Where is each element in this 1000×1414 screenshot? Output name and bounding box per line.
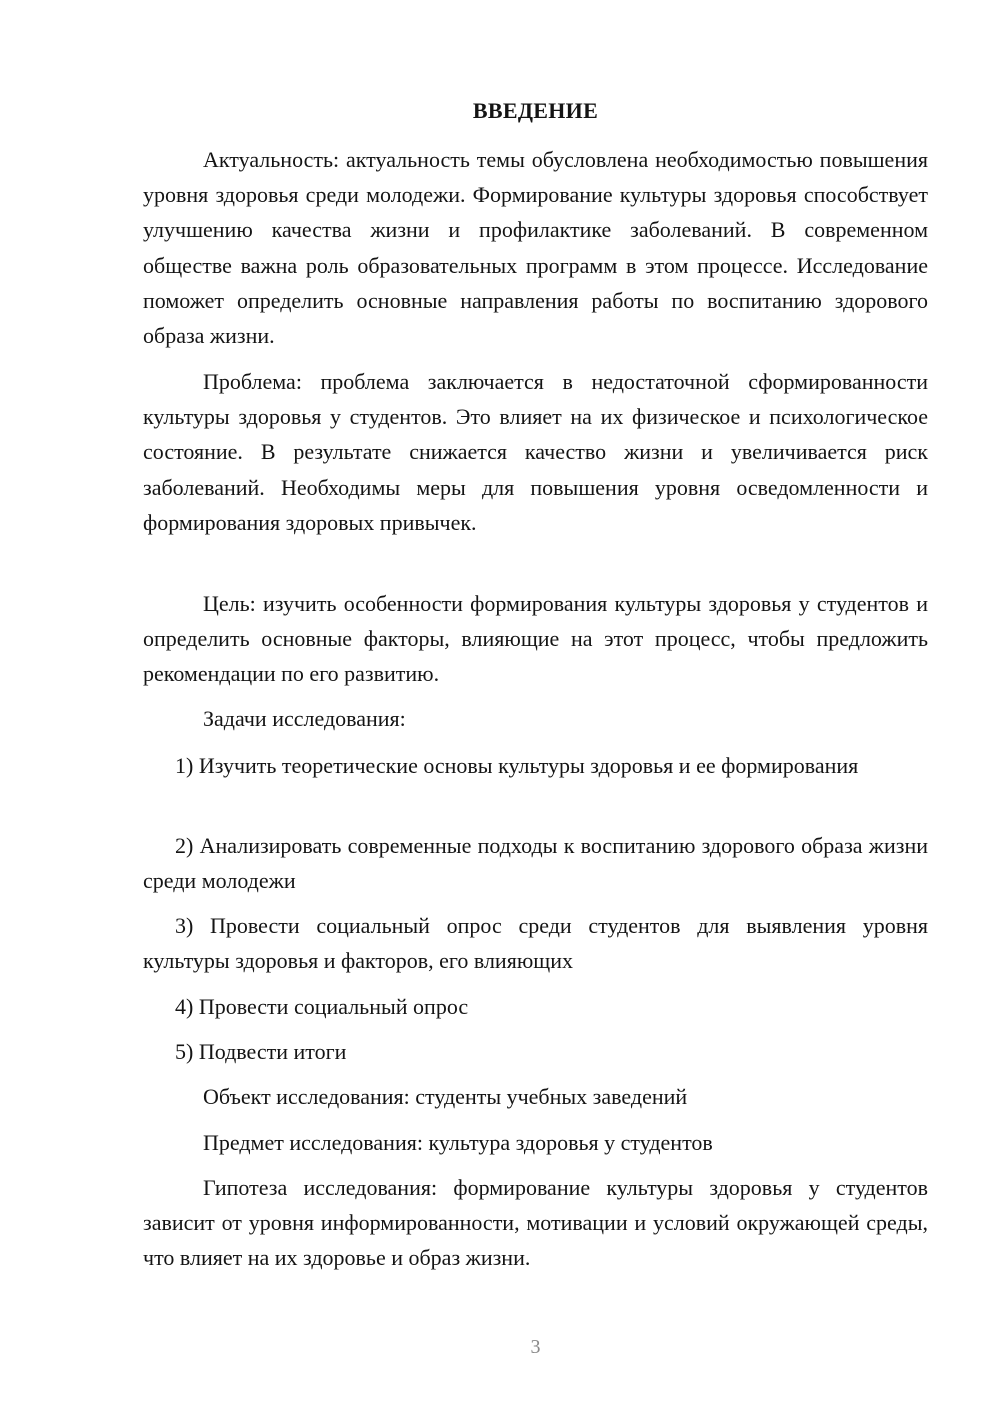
tasks-title: Задачи исследования:	[203, 706, 406, 731]
problem-paragraph: Проблема: проблема заключается в недостаточной сформированности культуры здоровья у студентов. Это влияет на их физическое и психологическое состояние. В результате снижается качество жизни и увеличивается риск заболеваний. Необходимы меры для повышения уровня осведомленности и формирования здоровых привычек.	[143, 369, 928, 535]
hypothesis-paragraph: Гипотеза исследования: формирование культуры здоровья у студентов зависит от уровня информированности, мотивации и условий окружающей среды, что влияет на их здоровье и образ жизни.	[143, 1175, 928, 1271]
document-page	[143, 0, 928, 1414]
task-item-5: 5) Подвести итоги	[175, 1039, 347, 1064]
task-item-1: 1) Изучить теоретические основы культуры здоровья и ее формирования	[175, 753, 859, 778]
subject-paragraph: Предмет исследования: культура здоровья у студентов	[203, 1130, 713, 1155]
relevance-paragraph: Актуальность: актуальность темы обусловлена необходимостью повышения уровня здоровья среди молодежи. Формирование культуры здоровья способствует улучшению качества жизни и профилактике заболеваний. В современном обществе важна роль образовательных программ в этом процессе. Исследование поможет определить основные направления работы по воспитанию здорового образа жизни.	[143, 147, 928, 349]
section-heading: ВВЕДЕНИЕ	[472, 98, 599, 123]
object-paragraph: Объект исследования: студенты учебных заведений	[203, 1084, 688, 1109]
page-number: 3	[530, 1336, 541, 1358]
goal-paragraph: Цель: изучить особенности формирования культуры здоровья у студентов и определить основные факторы, влияющие на этот процесс, чтобы предложить рекомендации по его развитию.	[143, 591, 928, 687]
task-item-4: 4) Провести социальный опрос	[175, 994, 469, 1019]
task-item-2: 2) Анализировать современные подходы к воспитанию здорового образа жизни среди молодежи	[143, 833, 928, 894]
task-item-3: 3) Провести социальный опрос среди студентов для выявления уровня культуры здоровья и факторов, его влияющих	[143, 913, 928, 974]
